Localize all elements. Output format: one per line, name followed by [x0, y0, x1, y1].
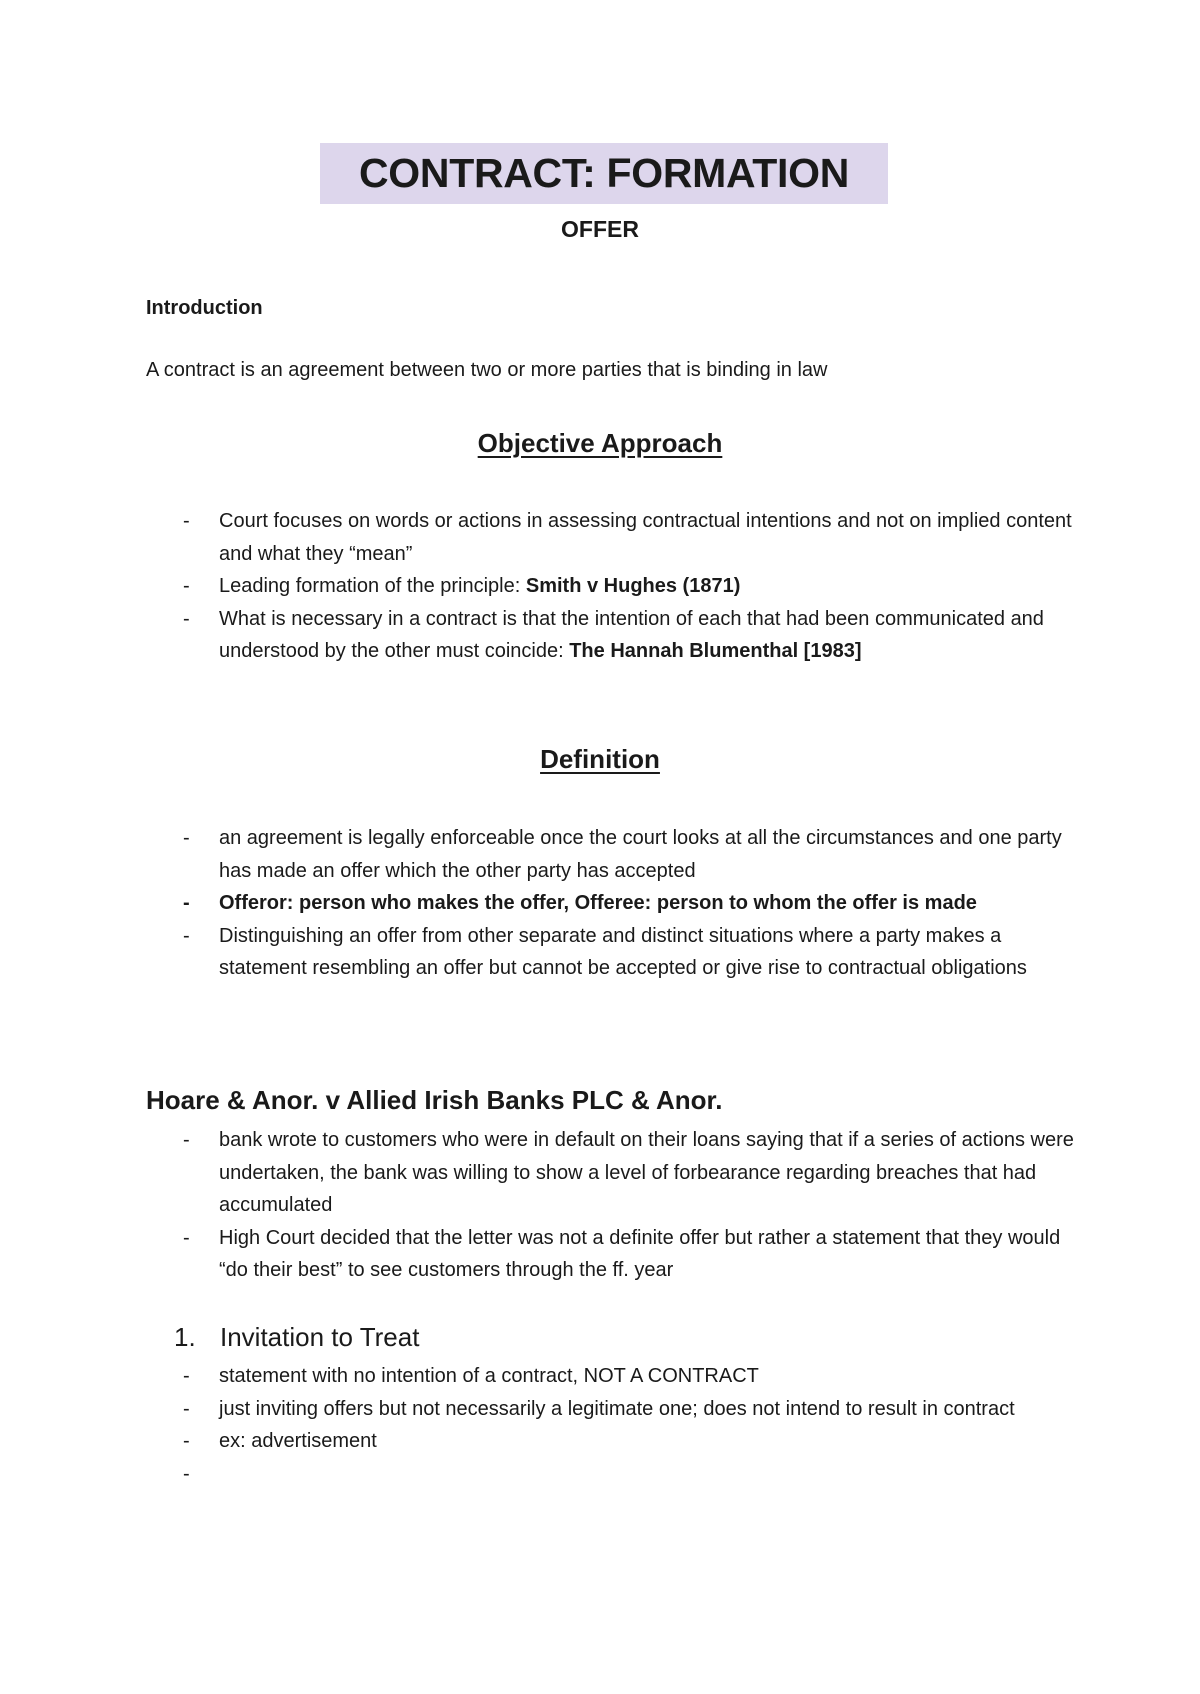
definition-heading: Definition — [540, 744, 660, 774]
objective-approach-list — [0, 505, 1079, 668]
invitation-heading — [174, 1322, 419, 1353]
list-item — [0, 1393, 1079, 1426]
definition-list — [0, 822, 1079, 985]
list-item-text: Offeror: person who makes the offer, Offeree: person to whom the offer is made — [219, 892, 977, 914]
objective-approach-heading: Objective Approach — [477, 428, 723, 458]
list-item-text: Leading formation of the principle: — [219, 575, 526, 597]
list-item-text: What is necessary in a contract is that the intention of each that had been communicated and understood by the other must coincide: — [219, 607, 1044, 662]
dash-bullet: - — [183, 1365, 190, 1387]
dash-bullet: - — [183, 1226, 190, 1249]
case-list — [0, 1124, 1079, 1287]
dash-bullet: - — [183, 924, 190, 947]
heading-number: 1. — [174, 1322, 196, 1352]
dash-bullet: - — [183, 575, 190, 597]
list-item — [0, 920, 1079, 985]
dash-bullet: - — [183, 1129, 190, 1151]
document-title: CONTRACT: FORMATION — [320, 143, 888, 204]
list-item-text: High Court decided that the letter was not a definite offer but rather a statement that they would “do their best” to see customers through the ff. year — [219, 1226, 1061, 1281]
list-item-text: Distinguishing an offer from other separate and distinct situations where a party makes a statement resembling an offer but cannot be accepted or give rise to contractual obligations — [219, 924, 1027, 979]
dash-bullet: - — [183, 510, 190, 532]
list-item — [0, 1458, 1079, 1491]
list-item-text: Court focuses on words or actions in assessing contractual intentions and not on implied content and what they “mean” — [219, 510, 1072, 565]
list-item — [0, 1425, 1079, 1458]
dash-bullet: - — [183, 892, 190, 914]
list-item-text: statement with no intention of a contract, NOT A CONTRACT — [219, 1365, 759, 1387]
invitation-list — [0, 1360, 1079, 1490]
case-citation: Smith v Hughes (1871) — [525, 575, 741, 597]
document-subtitle: OFFER — [561, 216, 639, 242]
list-item-text: bank wrote to customers who were in default on their loans saying that if a series of actions were undertaken, the bank was willing to show a level of forbearance regarding breaches that had accumulated — [219, 1129, 1074, 1216]
list-item — [0, 887, 1079, 920]
introduction-text: A contract is an agreement between two or more parties that is binding in law — [146, 359, 828, 381]
heading-text: Invitation to Treat — [220, 1322, 420, 1352]
case-citation: The Hannah Blumenthal [1983] — [569, 640, 862, 662]
list-item-text — [219, 1463, 225, 1485]
list-item — [0, 505, 1079, 570]
list-item-text: an agreement is legally enforceable once the court looks at all the circumstances and one party has made an offer which the other party has accepted — [219, 827, 1062, 882]
dash-bullet: - — [183, 607, 190, 630]
list-item — [0, 603, 1079, 668]
dash-bullet: - — [183, 1462, 190, 1485]
list-item — [0, 1360, 1079, 1393]
list-item-text: just inviting offers but not necessarily a legitimate one; does not intend to result in contract — [219, 1397, 1015, 1420]
introduction-label: Introduction — [146, 297, 263, 319]
list-item — [0, 1222, 1079, 1287]
case-heading: Hoare & Anor. v Allied Irish Banks PLC & Anor. — [146, 1085, 723, 1115]
list-item — [0, 570, 1079, 603]
list-item — [0, 1124, 1079, 1222]
list-item — [0, 822, 1079, 887]
dash-bullet: - — [183, 1430, 190, 1452]
list-item-text: ex: advertisement — [219, 1430, 377, 1452]
dash-bullet: - — [183, 1397, 190, 1420]
dash-bullet: - — [183, 827, 190, 849]
